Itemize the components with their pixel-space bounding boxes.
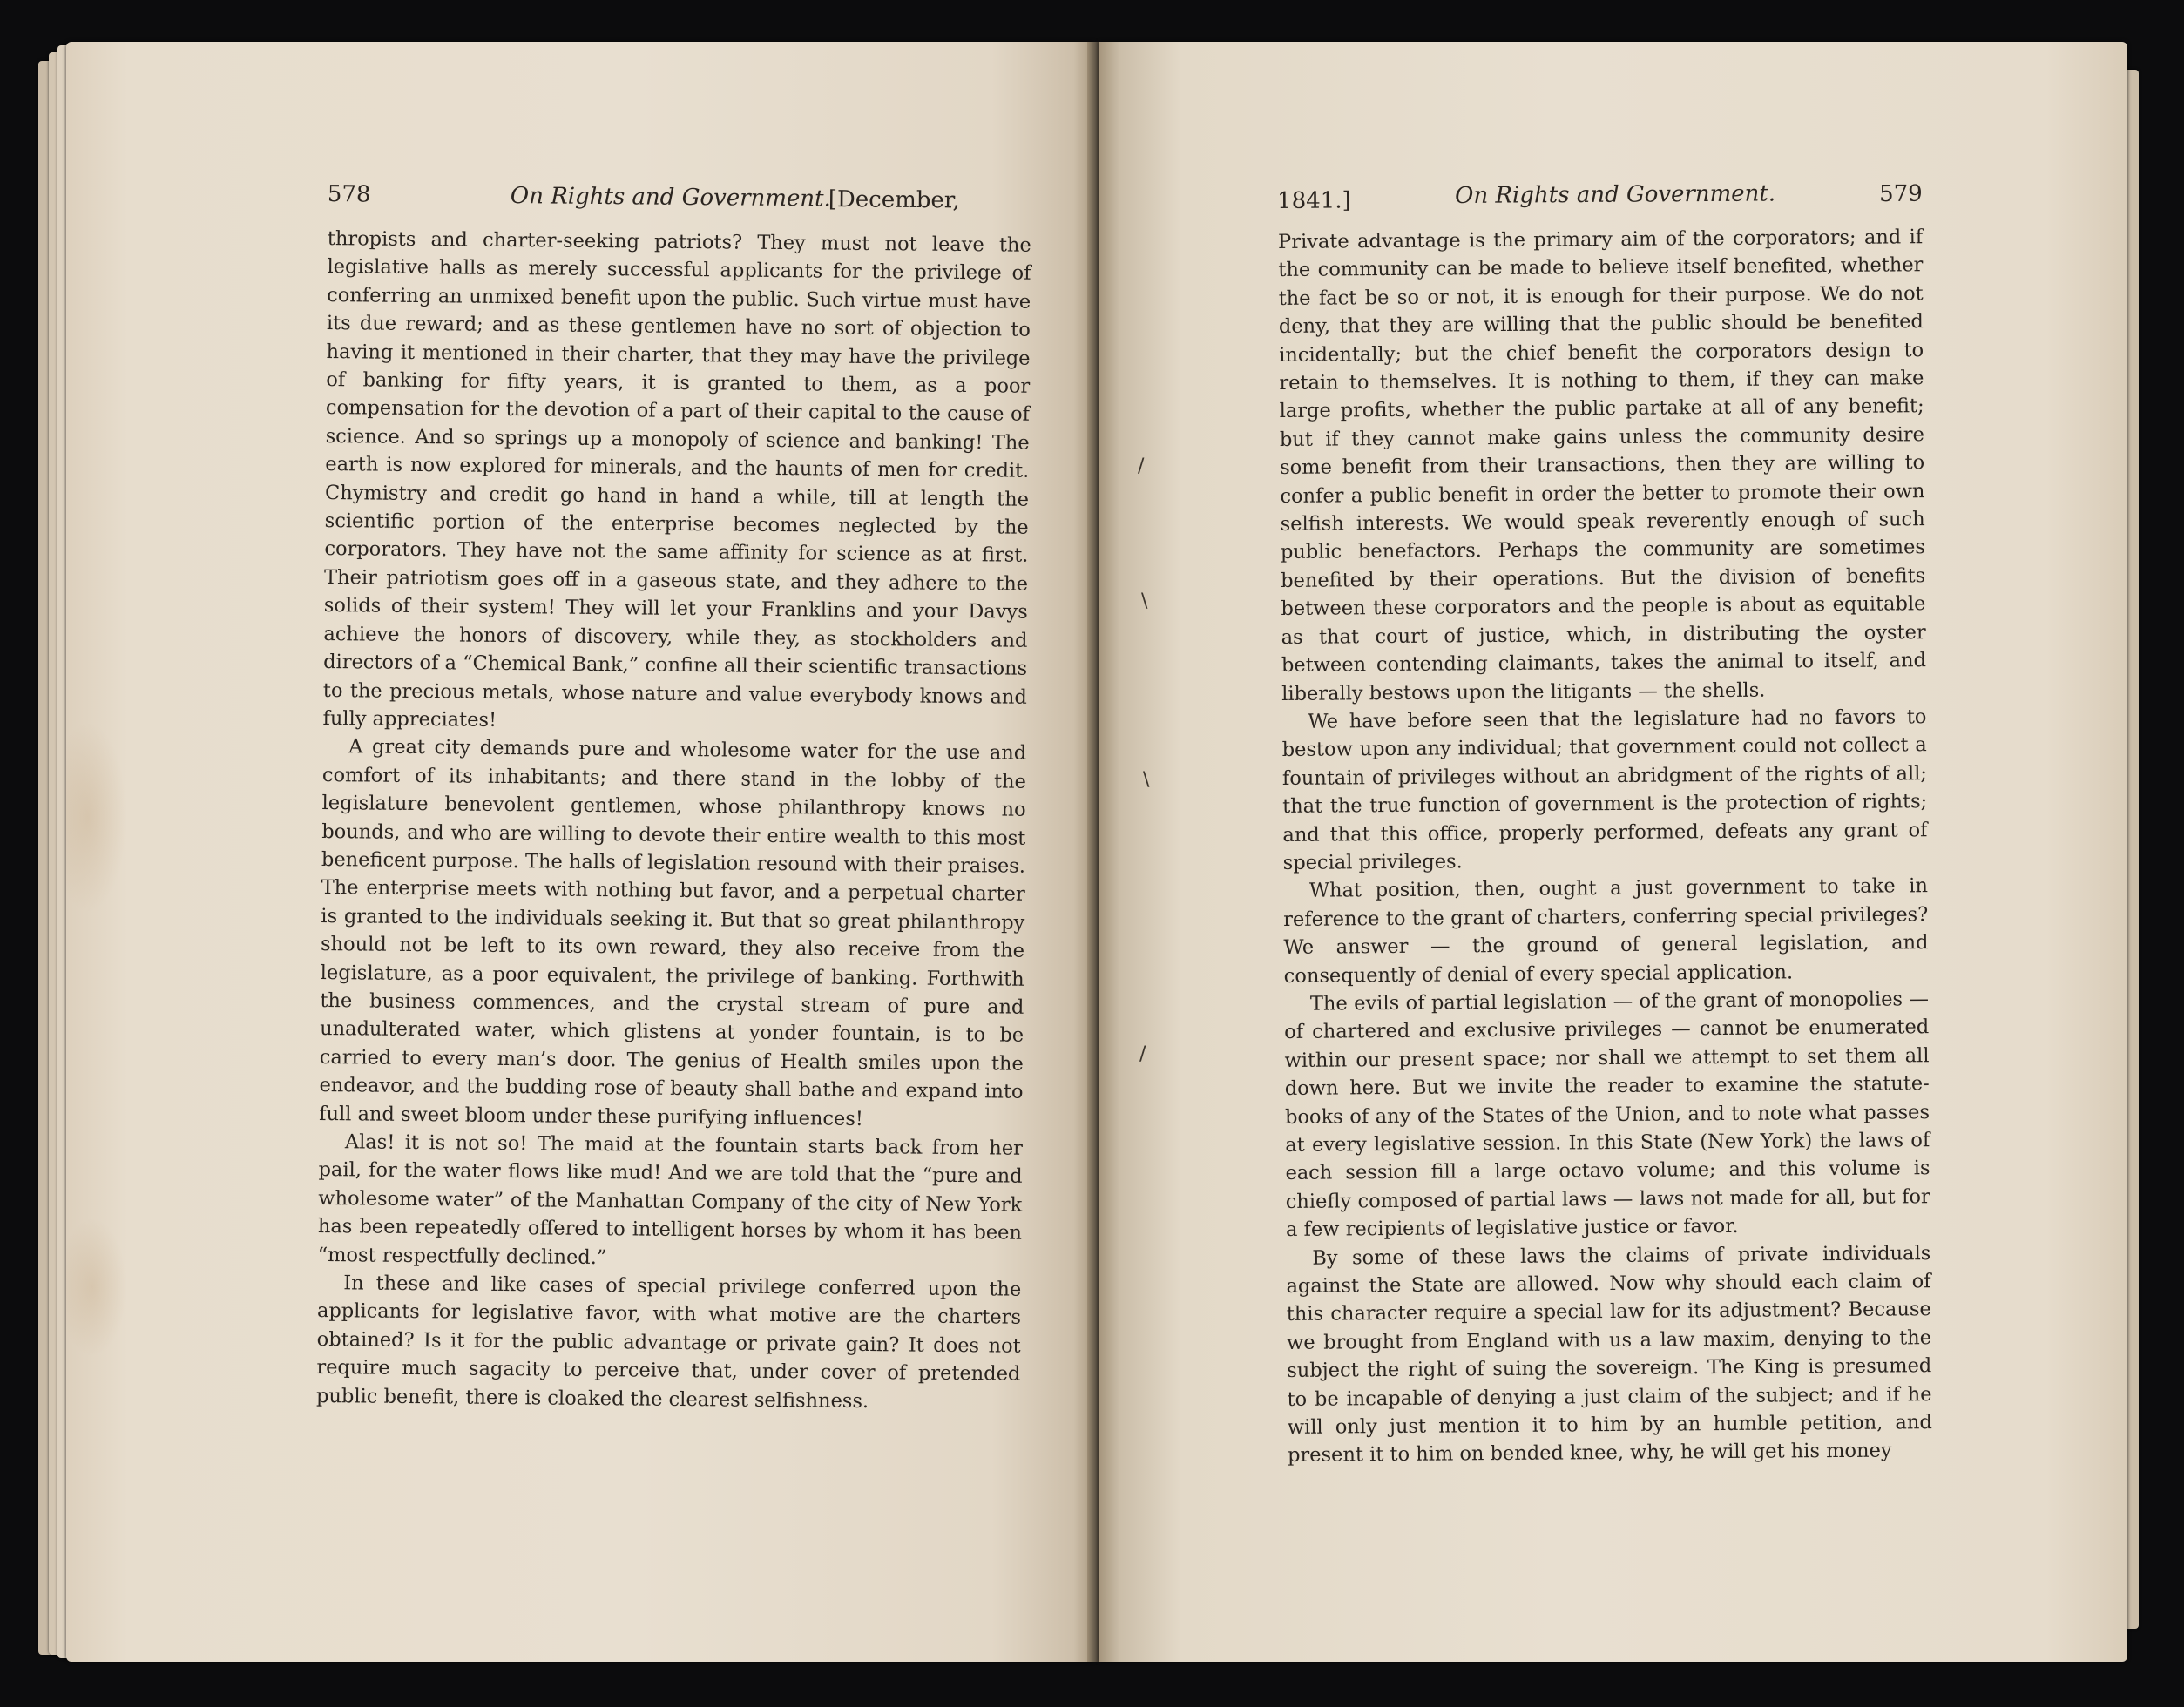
left-page-body [316,225,1031,1417]
paragraph: Private advantage is the primary aim of the corporators; and if the community can be made to believe itself benefited, whether the fact be so or not, it is enough for their purpose. We do not deny, that they are willing that the public should be benefited incidentally; but the chief benefit the corporators design to retain to themselves. It is nothing to them, if they can make large profits, whether the public partake at all of any benefit; but if they cannot make gains unless the community desire some benefit from their transactions, then they are willing to confer a public benefit in order the better to promote their own selfish interests. We would speak reverently enough of such public benefactors. Perhaps the community are sometimes benefited by their operations. But the division of benefits between these corporators and the people is about as equitable as that court of justice, which, in distributing the oyster between contending claimants, takes the animal to itself, and liberally bestows upon the litigants — the shells. [1278,226,1927,705]
foxing-stain [66,721,127,913]
paragraph: What position, then, ought a just government to take in reference to the grant of charters, conferring special privileges? We answer — the ground of general legislation, and consequently of denial of every special application. [1283,874,1929,988]
date-label: 1841.] [1277,187,1351,214]
left-page [66,42,1094,1662]
paragraph: In these and like cases of special privilege conferred upon the applicants for legislative favor, with what motive are the charters obtained? Is it for the public advantage or private gain? It does not require much sagacity to perceive that, under cover of pretended public benefit, there is cloaked the clearest selfishness. [315,1272,1022,1413]
margin-mark: / [1139,1043,1146,1065]
foxing-stain [66,1218,127,1357]
paragraph: Alas! it is not so! The maid at the fountain starts back from her pail, for the water flows like mud! And we are told that the “pure and wholesome water” of the Manhattan Company of the city of New York has been repeatedly offered to intelligent horses by whom it has been “most respectfully declined.” [317,1130,1023,1269]
running-title: On Rights and Government. [510,183,831,213]
margin-mark: / [1138,455,1145,477]
right-page-body [1278,223,1932,1470]
page-number: 578 [327,181,371,208]
paragraph: A great city demands pure and wholesome water for the use and comfort of its inhabitants; and there stand in the lobby of the legislature benevolent gentlemen, whose philanthropy knows no bounds, and who are willing to devote their entire wealth to this most beneficent purpose. The halls of legislation resound with their praises. The enterprise meets with nothing but favor, and a perpetual charter is granted to the individuals seeking it. But that so great philanthropy should not be left to its own reward, they also receive from the legislature, as a poor equivalent, the privilege of banking. Forthwith the business commences, and the crystal stream of pure and unadulterated water, which glistens at yonder fountain, is to be carried to every man’s door. The genius of Health smiles upon the endeavor, and the budding rose of beauty shall bathe and expand into full and sweet bloom under these purifying influences! [319,735,1027,1130]
paragraph: The evils of partial legislation — of the grant of monopolies — of chartered and exclusive privileges — cannot be enumerated within our present space; nor shall we attempt to set them all down here. But we invite the reader to examine the statute-books of any of the States of the Union, and to note what passes at every legislative session. In this State (New York) the laws of each session fill a large octavo volume; and this volume is chiefly composed of partial laws — laws not made for all, but for a few recipients of legislative justice or favor. [1284,988,1930,1242]
paragraph: We have before seen that the legislature had no favors to bestow upon any individual; that government could not collect a fountain of privileges without an abridgment of the rights of all; that the true function of government is the protection of rights; and that this office, properly performed, defeats any grant of special privileges. [1281,705,1928,874]
paragraph: By some of these laws the claims of private individuals against the State are allowed. Now why should each claim of this character require a special law for its adjustment? Because we brought from England with us a law maxim, denying to the subject the right of suing the sovereign. The King is presumed to be incapable of denying a just claim of the subject; and if he will only just mention it to him by an humble petition, and present it to him on bended knee, why, he will get his money [1286,1241,1932,1467]
running-title: On Rights and Government. [1455,180,1776,209]
page-number: 579 [1879,180,1923,207]
date-label: [December, [828,186,960,214]
margin-mark: \ [1141,590,1148,612]
paragraph: thropists and charter-seeking patriots? They must not leave the legislative halls as merely successful applicants for the privilege of conferring an unmixed benefit upon the public. Such virtue must have its due reward; and as these gentlemen have no sort of objection to having it mentioned in their charter, that they may have the privilege of banking for fifty years, it is granted to them, as a poor compensation for the devotion of a part of their capital to the cause of science. And so springs up a monopoly of science and banking! The earth is now explored for minerals, and the haunts of men for credit. Chymistry and credit go hand in hand a while, till at length the scientific portion of the enterprise becomes neglected by the corporators. They have not the same affinity for science as at first. Their patriotism goes off in a gaseous state, and they adhere to the solids of their system! They will let your Franklins and your Davys achieve the honors of discovery, while they, as stockholders and directors of a “Chemical Bank,” confine all their scientific transactions to the precious metals, whose nature and value everybody knows and fully appreciates! [322,226,1031,732]
right-page [1099,42,2127,1662]
margin-mark: \ [1143,769,1150,791]
